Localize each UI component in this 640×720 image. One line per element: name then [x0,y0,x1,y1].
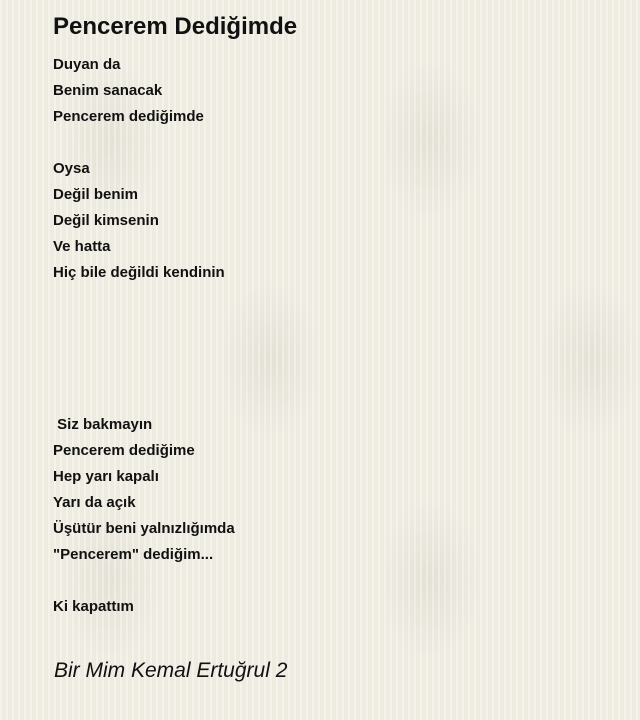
stanza-3 [53,412,235,568]
stanza-2 [53,156,225,286]
poem-author: Bir Mim Kemal Ertuğrul 2 [54,659,288,682]
poem-line: Oysa [53,160,90,177]
poem-line: Değil benim [53,186,139,203]
stanza-4 [53,594,134,620]
poem-line: Duyan da [53,56,121,73]
poem-line: Hep yarı kapalı [53,468,159,485]
poem-line: Hiç bile değildi kendinin [53,264,225,281]
poem-title: Pencerem Dediğimde [53,13,298,40]
stanza-1 [53,52,204,130]
poem-line: Yarı da açık [53,494,136,511]
poem-line: Benim sanacak [53,82,163,99]
poem-line: Ki kapattım [53,598,134,615]
poem-line: Üşütür beni yalnızlığımda [53,520,235,537]
poem-line: Pencerem dediğimde [53,108,204,125]
poem-line: Siz bakmayın [53,416,153,433]
poem-line: Pencerem dediğime [53,442,195,459]
poem-line: Değil kimsenin [53,212,159,229]
poem-line: "Pencerem" dediğim... [53,546,214,563]
poem-line: Ve hatta [53,238,111,255]
